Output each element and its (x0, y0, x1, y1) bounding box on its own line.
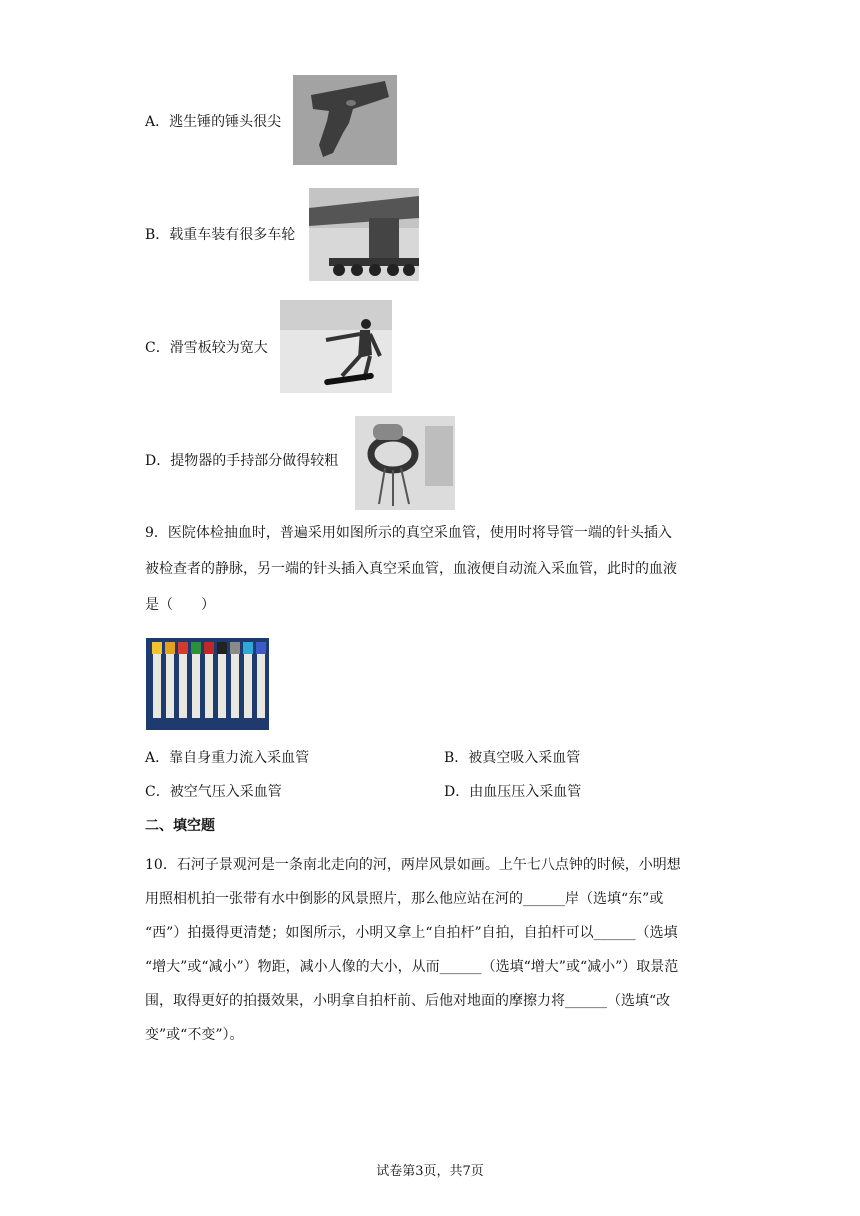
option-c-text: C．滑雪板较为宽大 (145, 340, 268, 356)
q10-line6: 变”或“不变”）。 (145, 1027, 244, 1043)
ski-photo (280, 300, 392, 393)
q9-stem-line1: 9．医院体检抽血时，普遍采用如图所示的真空采血管，使用时将导管一端的针头插入 (145, 525, 672, 541)
q9-stem-line3: 是（ ） (145, 597, 215, 613)
q10-line5: 围，取得更好的拍摄效果，小明拿自拍杆前、后他对地面的摩擦力将______（选填“改 (145, 993, 671, 1009)
section-title: 二、填空题 (145, 818, 215, 834)
truck-photo (309, 188, 419, 281)
handle-photo (355, 416, 455, 510)
q10-line3: “西”）拍摄得更清楚；如图所示，小明又拿上“自拍杆”自拍，自拍杆可以______（选填 (145, 925, 678, 941)
q10-line2: 用照相机拍一张带有水中倒影的风景照片，那么他应站在河的______岸（选填“东”或 (145, 891, 664, 907)
option-a-text: A．逃生锤的锤头很尖 (145, 114, 282, 130)
hammer-photo (293, 75, 397, 165)
q9-option-d: D．由血压压入采血管 (444, 784, 582, 800)
q9-option-c: C．被空气压入采血管 (145, 784, 282, 800)
q9-option-a: A．靠自身重力流入采血管 (145, 750, 310, 766)
option-d-text: D．提物器的手持部分做得较粗 (145, 453, 339, 469)
blood-tubes-photo (146, 638, 269, 730)
q9-option-b: B．被真空吸入采血管 (444, 750, 581, 766)
page-footer: 试卷第3页，共7页 (376, 1164, 484, 1179)
q10-line1: 10．石河子景观河是一条南北走向的河，两岸风景如画。上午七八点钟的时候，小明想 (145, 857, 681, 873)
q9-stem-line2: 被检查者的静脉，另一端的针头插入真空采血管，血液便自动流入采血管，此时的血液 (145, 561, 677, 577)
q10-line4: “增大”或“减小”）物距，减小人像的大小，从而______（选填“增大”或“减小”）取景范 (145, 959, 679, 975)
option-b-text: B．载重车装有很多车轮 (145, 227, 296, 243)
